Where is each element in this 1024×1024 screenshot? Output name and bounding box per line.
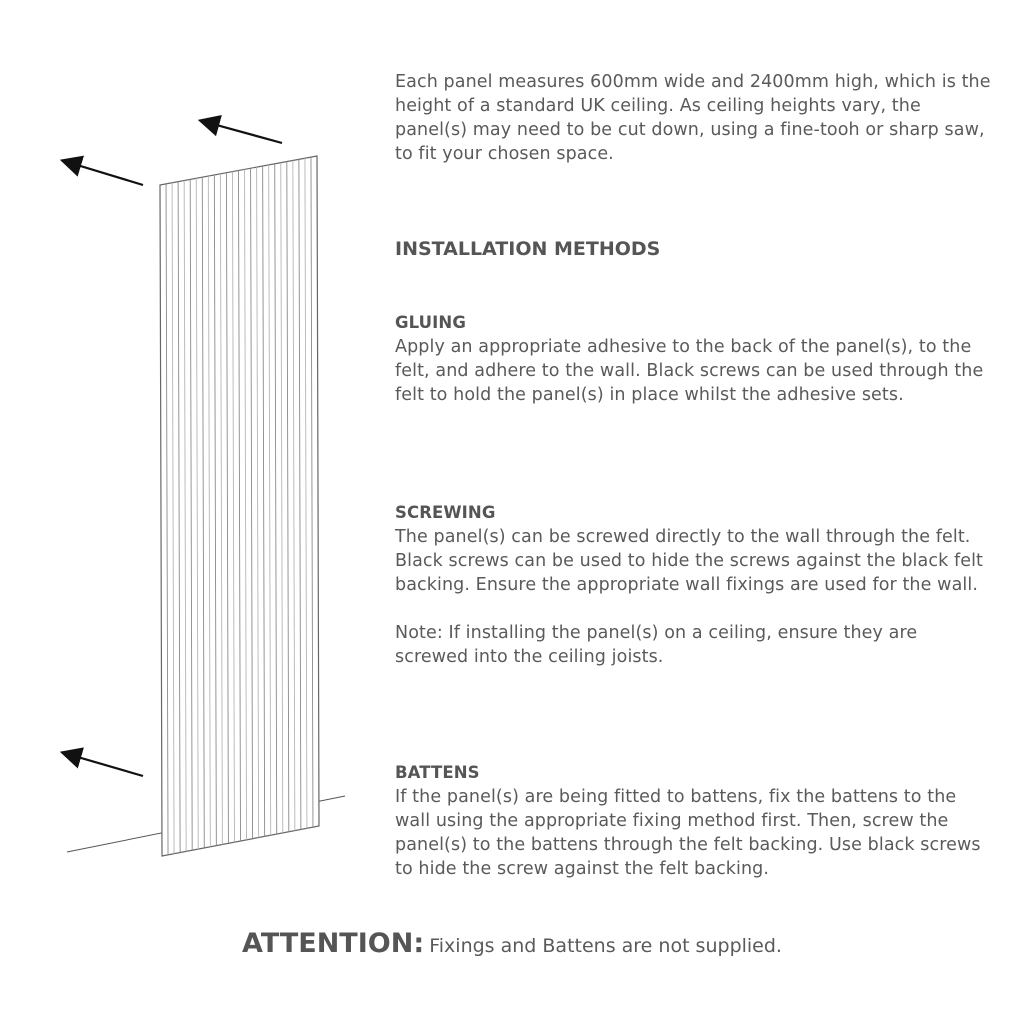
arrow-top-right bbox=[202, 121, 282, 143]
gluing-body: Apply an appropriate adhesive to the back of the panel(s), to the felt, and adhere to the wall. Black screws can be used through the felt to hold the panel(s) in place whilst the adhesive sets. bbox=[395, 337, 984, 405]
battens-body: If the panel(s) are being fitted to battens, fix the battens to the wall using the appropriate fixing method first. Then, screw the panel(s) to the battens through the felt backing. Use black screws to hide the screw against the felt backing. bbox=[395, 787, 981, 879]
screwing-body: The panel(s) can be screwed directly to the wall through the felt. Black screws can be used to hide the screws against the black felt backing. Ensure the appropriate wall fixings are used for the wall. bbox=[395, 527, 984, 595]
attention-label: ATTENTION: bbox=[242, 928, 425, 959]
screwing-title: SCREWING bbox=[395, 503, 496, 522]
screwing-note: Note: If installing the panel(s) on a ceiling, ensure they are screwed into the ceiling joists. bbox=[395, 623, 918, 667]
battens-section bbox=[395, 761, 995, 881]
attention-notice bbox=[0, 928, 1024, 959]
panel-illustration bbox=[0, 0, 390, 880]
arrow-top-left bbox=[64, 161, 143, 185]
gluing-title: GLUING bbox=[395, 313, 466, 332]
intro-paragraph: Each panel measures 600mm wide and 2400mm high, which is the height of a standard UK ceiling. As ceiling heights vary, the panel(s) may need to be cut down, using a fine-tooh or sharp saw, to fit your chosen space. bbox=[395, 72, 991, 164]
arrow-bottom-left bbox=[64, 753, 143, 776]
attention-text: Fixings and Battens are not supplied. bbox=[429, 935, 782, 957]
installation-heading: INSTALLATION METHODS bbox=[395, 238, 661, 260]
screwing-section bbox=[395, 501, 995, 669]
intro-text bbox=[395, 70, 995, 166]
gluing-section bbox=[395, 311, 995, 407]
battens-title: BATTENS bbox=[395, 763, 480, 782]
